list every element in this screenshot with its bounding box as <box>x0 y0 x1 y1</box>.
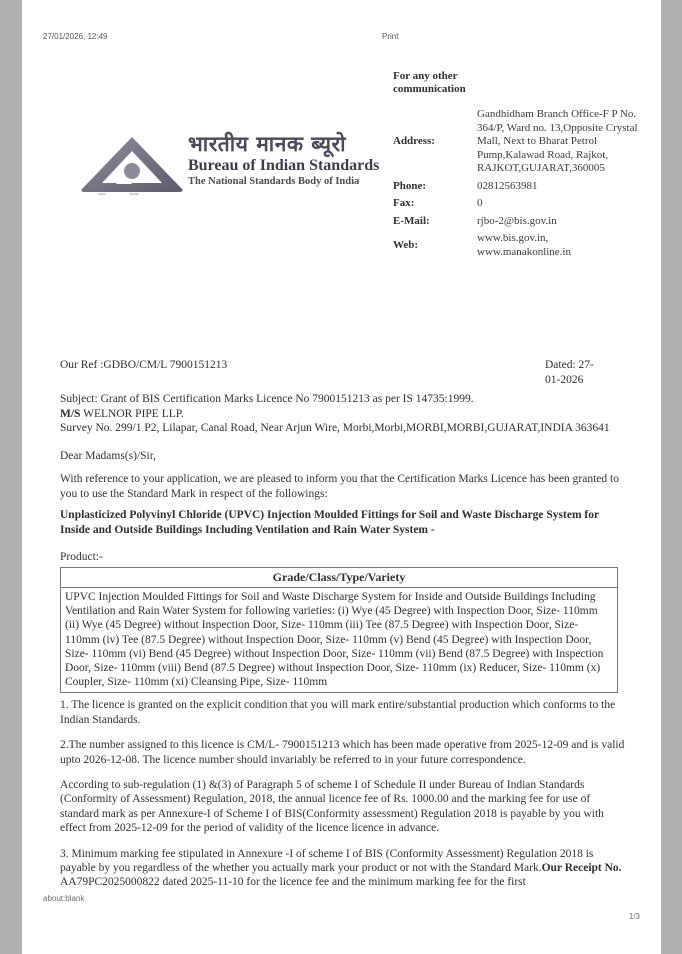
grade-table-body: UPVC Injection Moulded Fittings for Soil and Waste Discharge System for Inside and Outside Buildings Including Ventilation and Rain Water System for following varieties: (i) Wye (45 Degree) with Inspection Door, Size- 110mm (ii) Wye (45 Degree) without Inspection Door, Size- 110mm (iii) Tee (87.5 Degree) with Inspection Door, Size- 110mm (iv) Tee (87.5 Degree) without Inspection Door, Size- 110mm (v) Bend (45 Degree) with Inspection Door, Size- 110mm (vi) Bend (45 Degree) without Inspection Door, Size- 110mm (vii) Bend (87.5 Degree) with Inspection Door, Size- 110mm (viii) Bend (87.5 Degree) without Inspection Door, Size- 110mm (ix) Reducer, Size- 110mm (x) Coupler, Size- 110mm (xi) Cleansing Pipe, Size- 110mm <box>60 588 618 693</box>
contact-label-phone: Phone: <box>393 179 426 192</box>
product-title: Unplasticized Polyvinyl Chloride (UPVC) Injection Moulded Fittings for Soil and Waste Discharge System for Inside and Outside Buildings Including Ventilation and Rain Water System - <box>60 509 599 536</box>
contact-details-table <box>393 106 639 261</box>
print-preview-footer <box>22 894 661 930</box>
communication-heading: For any other communication <box>393 70 466 95</box>
contact-value-address: Gandhidham Branch Office-F P No. 364/P, Ward no. 13,Opposite Crystal Mall, Next to Bharat Petrol Pump,Kalawad Road, Rajkot, RAJKOT,GUJARAT,360005 <box>477 108 638 174</box>
table-row <box>393 195 639 213</box>
bis-english-name: Bureau of Indian Standards <box>188 157 380 174</box>
clause-regulation: According to sub-regulation (1) &(3) of Paragraph 5 of scheme I of Schedule II under Bureau of Indian Standards (Conformity of Assessment) Regulation, 2018, the annual licence fee of Rs. 1000.00 and the marking fee for use of standard mark as per Annexure-I of Scheme I of BIS(Conformity assessment) Regulation 2018 is payable by you with effect from 2025-12-09 for the period of validity of the licence licence in advance. <box>60 779 604 834</box>
letter-date: Dated: 27-01-2026 <box>545 359 594 386</box>
contact-label-fax: Fax: <box>393 197 415 209</box>
contact-value-web: www.bis.gov.in, www.manakonline.in <box>477 232 571 258</box>
grade-class-type-variety-table <box>60 567 618 693</box>
table-header-row <box>60 567 618 588</box>
letter-body <box>60 358 625 901</box>
receipt-details: AA79PC2025000822 dated 2025-11-10 for the licence fee and the minimum marking fee for the first <box>60 875 526 888</box>
our-reference: Our Ref :GDBO/CM/L 7900151213 <box>60 359 228 371</box>
bis-tagline: The National Standards Body of India <box>188 176 360 187</box>
firm-name: WELNOR PIPE LLP. <box>83 407 184 420</box>
page-indicator: 1/3 <box>628 912 640 921</box>
bis-hindi-name: भारतीय मानक ब्यूरो <box>188 132 347 156</box>
print-timestamp: 27/01/2026, 12:49 <box>43 32 108 41</box>
receipt-label: Our Receipt No. <box>541 861 622 874</box>
isi-mark-icon <box>78 134 186 196</box>
contact-value-fax: 0 <box>477 197 483 209</box>
contact-label-web: Web: <box>393 238 419 251</box>
salutation: Dear Madams(s)/Sir, <box>60 449 156 462</box>
clause-3 <box>60 847 625 890</box>
footer-url: about:blank <box>43 894 85 903</box>
grade-table-header: Grade/Class/Type/Variety <box>60 567 618 588</box>
intro-paragraph: With reference to your application, we are pleased to inform you that the Certification Marks Licence has been granted to you to use the Standard Mark in respect of the followings: <box>60 473 619 500</box>
firm-line <box>60 407 625 422</box>
contact-value-phone: 02812563981 <box>477 179 538 192</box>
firm-address: Survey No. 299/1 P2, Lilapar, Canal Road, Near Arjun Wire, Morbi,Morbi,MORBI,MORBI,GUJARAT,INDIA 363641 <box>60 422 610 434</box>
bis-wordmark <box>188 132 408 188</box>
contact-label-email: E-Mail: <box>393 214 430 227</box>
reference-row <box>60 358 625 392</box>
print-preview-header <box>22 32 661 44</box>
table-row <box>393 213 639 231</box>
svg-text:भारत: भारत <box>98 191 106 196</box>
clause-1: 1. The licence is granted on the explicit condition that you will mark entire/substantial production which conforms to the Indian Standards. <box>60 699 616 726</box>
document-page <box>22 0 661 954</box>
table-row <box>393 178 639 196</box>
contact-label-address: Address: <box>393 135 435 147</box>
svg-text:मानक: मानक <box>130 191 139 196</box>
clause-3-text: 3. Minimum marking fee stipulated in Annexure -I of scheme I of BIS (Conformity Assessment) Regulation 2018 is payable by you regardless of the whether you actually mark your product or not with the Standard Mark. <box>60 847 594 874</box>
table-row <box>60 588 618 693</box>
firm-prefix: M/S <box>60 407 81 420</box>
product-label: Product:- <box>60 550 103 563</box>
subject-line: Subject: Grant of BIS Certification Marks Licence No 7900151213 as per IS 14735:1999. <box>60 393 474 405</box>
clause-2: 2.The number assigned to this licence is CM/L- 7900151213 which has been made operative from 2025-12-09 and is valid upto 2026-12-08. The licence number should invariably be referred to in your future correspondence. <box>60 739 625 766</box>
print-title: Print <box>382 32 399 41</box>
table-row <box>393 230 639 261</box>
bis-branding <box>70 132 400 208</box>
table-row <box>393 106 639 178</box>
contact-value-email: rjbo-2@bis.gov.in <box>477 214 557 227</box>
